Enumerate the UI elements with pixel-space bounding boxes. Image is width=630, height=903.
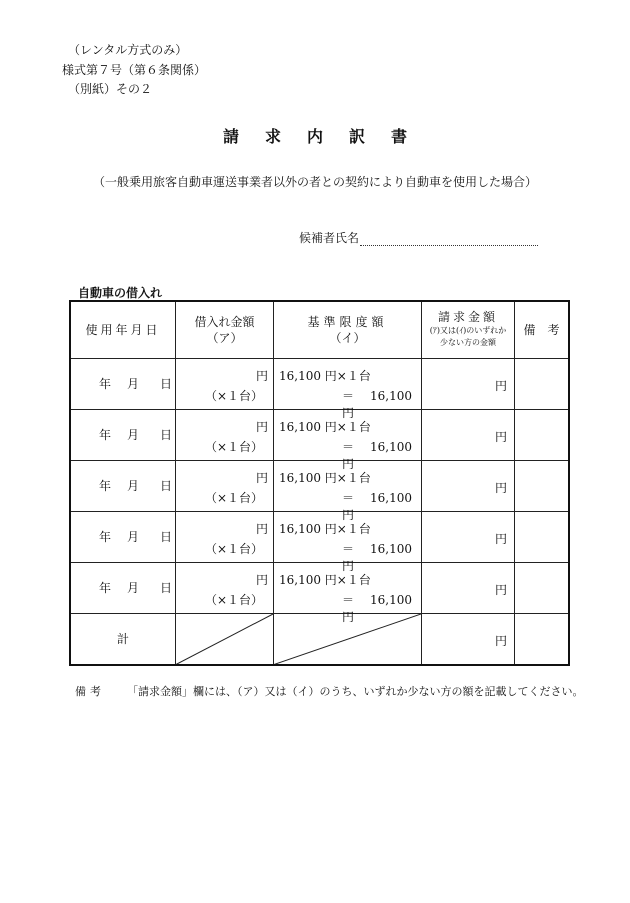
diagonal-strike <box>176 614 273 665</box>
equals-sign: ＝ <box>342 490 355 505</box>
year-label: 年 <box>99 478 112 493</box>
requested-total-cell[interactable] <box>422 613 515 665</box>
requested-amount-cell[interactable] <box>422 409 515 460</box>
day-label: 日 <box>160 478 173 493</box>
header-requested <box>422 301 515 358</box>
limit-formula: 16,100 円×１台 <box>279 470 371 485</box>
limit-cell <box>274 358 422 420</box>
table-row <box>70 409 569 460</box>
remarks-cell[interactable] <box>515 511 570 562</box>
date-cell[interactable] <box>70 562 176 613</box>
limit-cell <box>274 409 422 471</box>
yen-unit: 円 <box>494 378 507 393</box>
candidate-name-line[interactable] <box>360 233 538 246</box>
date-cell[interactable] <box>70 511 176 562</box>
limit-value: 16,100 円 <box>342 490 413 522</box>
table-row <box>70 562 569 613</box>
candidate-name-field <box>299 229 538 246</box>
remarks-total-cell[interactable] <box>515 613 570 665</box>
limit-formula: 16,100 円×１台 <box>279 419 371 434</box>
day-label: 日 <box>160 580 173 595</box>
rental-amount-cell[interactable] <box>176 460 274 511</box>
total-row <box>70 613 569 665</box>
table-row <box>70 358 569 409</box>
total-label: 計 <box>70 613 176 665</box>
month-label: 月 <box>127 529 140 544</box>
yen-unit: 円 <box>255 572 268 587</box>
equals-sign: ＝ <box>342 541 355 556</box>
yen-unit: 円 <box>255 368 268 383</box>
footnote <box>75 683 584 699</box>
limit-cell <box>274 511 422 573</box>
month-label: 月 <box>127 427 140 442</box>
section-title: 自動車の借入れ <box>78 286 163 300</box>
vehicle-count: （×１台） <box>205 388 264 403</box>
header-date: 使用年月日 <box>70 301 176 358</box>
header-rental-amount <box>176 301 274 358</box>
diagonal-strike <box>274 614 421 665</box>
remarks-cell[interactable] <box>515 562 570 613</box>
requested-amount-cell[interactable] <box>422 511 515 562</box>
yen-unit: 円 <box>494 480 507 495</box>
yen-unit: 円 <box>494 633 507 648</box>
limit-formula: 16,100 円×１台 <box>279 521 371 536</box>
rental-amount-cell[interactable] <box>176 409 274 460</box>
requested-amount-cell[interactable] <box>422 562 515 613</box>
rental-amount-cell[interactable] <box>176 562 274 613</box>
month-label: 月 <box>127 580 140 595</box>
header-limit-sub: （イ） <box>329 330 366 345</box>
yen-unit: 円 <box>255 470 268 485</box>
table-row <box>70 460 569 511</box>
year-label: 年 <box>99 427 112 442</box>
date-cell[interactable] <box>70 358 176 409</box>
header-requested-note-1: (ｱ)又は(ｲ)のいずれか <box>429 326 507 336</box>
limit-total-struck <box>274 613 422 665</box>
limit-formula: 16,100 円×１台 <box>279 572 371 587</box>
day-label: 日 <box>160 427 173 442</box>
year-label: 年 <box>99 529 112 544</box>
equals-sign: ＝ <box>342 388 355 403</box>
yen-unit: 円 <box>494 582 507 597</box>
yen-unit: 円 <box>255 419 268 434</box>
candidate-name-label: 候補者氏名 <box>299 231 360 245</box>
footnote-text: 「請求金額」欄には、（ア）又は（イ）のうち、いずれか少ない方の額を記載してください。 <box>127 685 584 698</box>
header-remarks: 備 考 <box>515 301 570 358</box>
vehicle-count: （×１台） <box>205 490 264 505</box>
header-rental-amount-sub: （ア） <box>206 330 243 345</box>
equals-sign: ＝ <box>342 592 355 607</box>
year-label: 年 <box>99 376 112 391</box>
header-line-3: （別紙）その２ <box>68 82 153 96</box>
limit-value: 16,100 円 <box>342 592 413 624</box>
vehicle-count: （×１台） <box>205 541 264 556</box>
yen-unit: 円 <box>255 521 268 536</box>
limit-value: 16,100 円 <box>342 388 413 420</box>
header-line-2: 様式第７号（第６条関係） <box>62 63 207 77</box>
month-label: 月 <box>127 478 140 493</box>
header-rental-amount-label: 借入れ金額 <box>194 314 255 329</box>
yen-unit: 円 <box>494 531 507 546</box>
header-limit <box>274 301 422 358</box>
remarks-cell[interactable] <box>515 409 570 460</box>
claim-breakdown-table <box>69 300 570 666</box>
header-line-1: （レンタル方式のみ） <box>68 43 188 57</box>
month-label: 月 <box>127 376 140 391</box>
document-subtitle: （一般乗用旅客自動車運送事業者以外の者との契約により自動車を使用した場合） <box>92 175 537 189</box>
remarks-cell[interactable] <box>515 460 570 511</box>
day-label: 日 <box>160 529 173 544</box>
remarks-cell[interactable] <box>515 358 570 409</box>
limit-value: 16,100 円 <box>342 439 413 471</box>
header-limit-label: 基準限度額 <box>307 314 388 329</box>
limit-formula: 16,100 円×１台 <box>279 368 371 383</box>
header-requested-label: 請求金額 <box>437 310 498 325</box>
rental-amount-cell[interactable] <box>176 358 274 409</box>
rental-amount-total-struck <box>176 613 274 665</box>
requested-amount-cell[interactable] <box>422 460 515 511</box>
limit-cell <box>274 460 422 522</box>
date-cell[interactable] <box>70 409 176 460</box>
vehicle-count: （×１台） <box>205 439 264 454</box>
yen-unit: 円 <box>494 429 507 444</box>
day-label: 日 <box>160 376 173 391</box>
requested-amount-cell[interactable] <box>422 358 515 409</box>
limit-cell <box>274 562 422 624</box>
date-cell[interactable] <box>70 460 176 511</box>
year-label: 年 <box>99 580 112 595</box>
table-header-row <box>70 301 569 358</box>
document-title: 請求内訳書 <box>222 127 433 146</box>
table-row <box>70 511 569 562</box>
equals-sign: ＝ <box>342 439 355 454</box>
vehicle-count: （×１台） <box>205 592 264 607</box>
header-requested-note-2: 少ない方の金額 <box>440 338 496 348</box>
limit-value: 16,100 円 <box>342 541 413 573</box>
rental-amount-cell[interactable] <box>176 511 274 562</box>
footnote-label: 備考 <box>75 685 105 698</box>
